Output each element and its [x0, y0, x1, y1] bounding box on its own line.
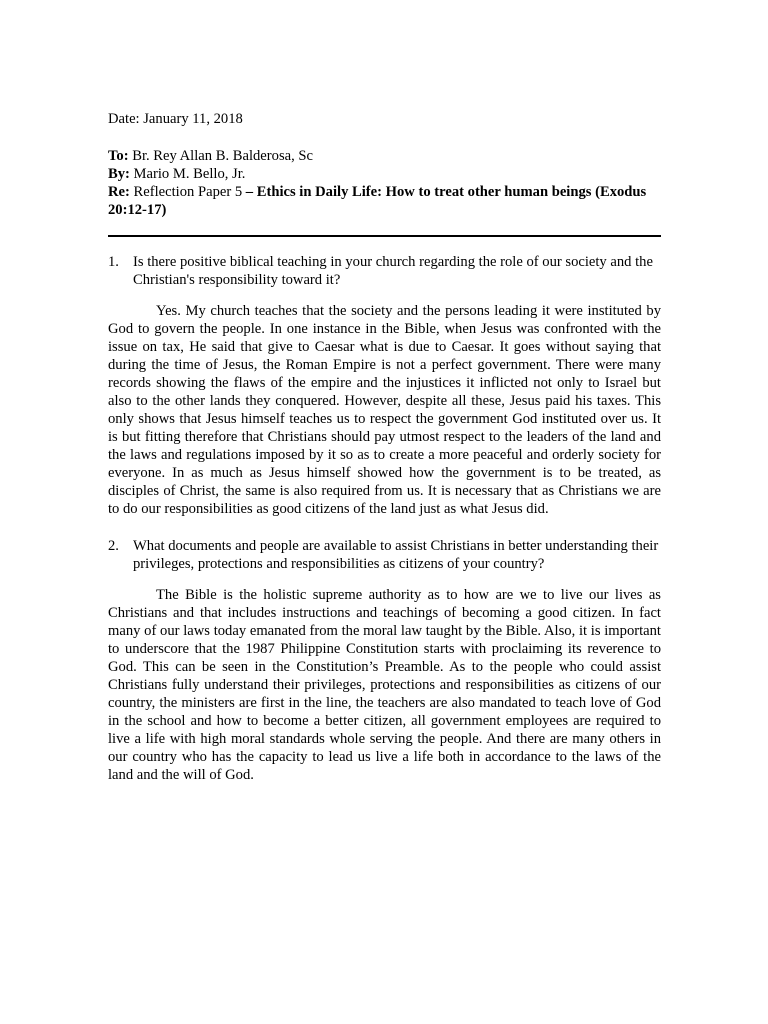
by-value: Mario M. Bello, Jr. [129, 166, 246, 182]
answer-1: Yes. My church teaches that the society and the persons leading it were instituted by God to govern the people. In one instance in the Bible, when Jesus was confronted with the issue on tax, He said that give to Caesar what is due to Caesar. It goes without saying that during the time of Jesus, the Roman Empire is not a perfect government. There were many records showing the flaws of the empire and the injustices it inflicted not only to Israel but also to the other lands they conquered. However, despite all these, Jesus paid his taxes. This only shows that Jesus himself teaches us to respect the government God instituted over us. It is but fitting therefore that Christians should pay utmost respect to the leaders of the land and the laws and regulations imposed by it so as to create a more peaceful and orderly society for everyone. In as much as Jesus himself showed how the government is to be treated, as disciples of Christ, the same is also required from us. It is necessary that as Christians we are to do our responsibilities as good citizens of the land just as what Jesus did. [108, 303, 661, 517]
question-1 [108, 253, 661, 289]
header-divider [108, 235, 661, 237]
question-2 [108, 537, 661, 573]
question-1-text: Is there positive biblical teaching in your church regarding the role of our society and the Christian's responsibility toward it? [133, 254, 653, 288]
document-page [108, 110, 661, 803]
date-line: Date: January 11, 2018 [108, 111, 243, 127]
to-value: Br. Rey Allan B. Balderosa, Sc [128, 148, 313, 164]
question-2-text: What documents and people are available to assist Christians in better understanding their privileges, protections and responsibilities as citizens of your country? [133, 538, 659, 572]
to-label: To: [108, 148, 129, 164]
re-line [108, 183, 661, 219]
re-plain: Reflection Paper 5 [129, 184, 246, 200]
to-line [108, 147, 661, 165]
by-label: By: [108, 166, 130, 182]
by-line [108, 165, 661, 183]
re-label: Re: [108, 184, 130, 200]
answer-2: The Bible is the holistic supreme authority as to how are we to live our lives as Christians and that includes instructions and teachings of becoming a good citizen. In fact many of our laws today emanated from the moral law taught by the Bible. Also, it is important to underscore that the 1987 Philippine Constitution starts with proclaiming its reverence to God. This can be seen in the Constitution’s Preamble. As to the people who could assist Christians fully understand their privileges, protections and responsibilities as citizens of our country, the ministers are first in the line, the teachers are also mandated to teach love of God in the school and how to become a better citizen, all government employees are required to live a life with high moral standards whole serving the people. And there are many others in our country who has the capacity to lead us live a life both in accordance to the laws of the land and the will of God. [108, 587, 661, 783]
re-title: – Ethics in Daily Life: How to treat other human beings (Exodus 20:12-17) [108, 184, 647, 218]
question-2-number: 2. [108, 538, 119, 554]
question-1-number: 1. [108, 254, 119, 270]
